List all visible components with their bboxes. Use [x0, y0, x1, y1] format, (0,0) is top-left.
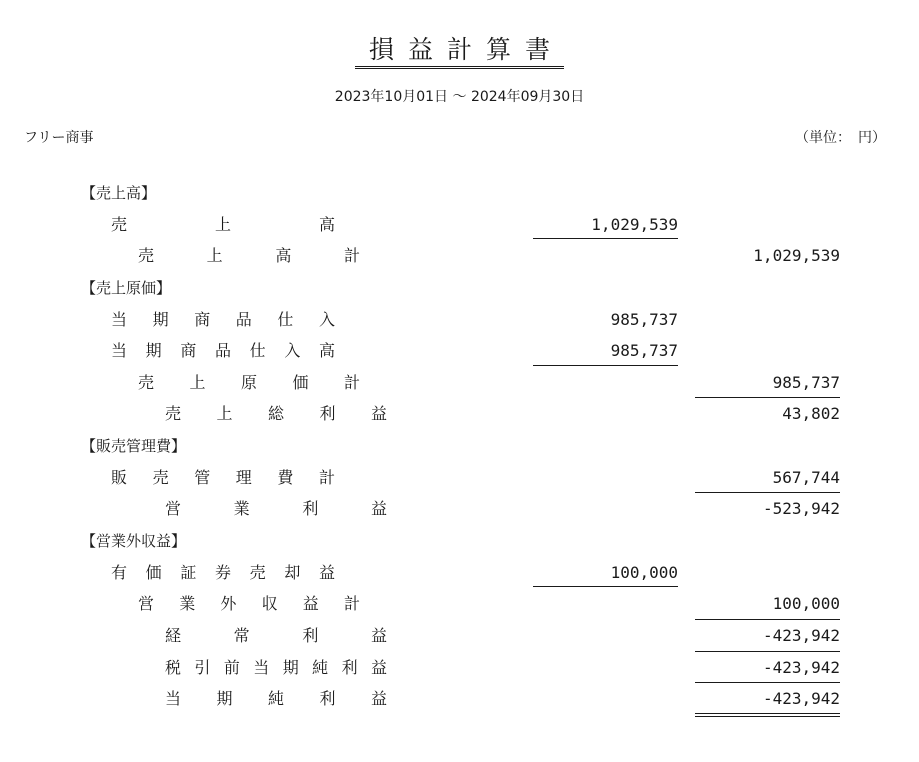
section-nonop — [0, 526, 919, 557]
report-title-text: 損益計算書 — [355, 34, 564, 69]
row-sales-total-value: 1,029,539 — [753, 246, 840, 265]
row-ordinary-profit-value: -423,942 — [762, 626, 840, 645]
row-purchase-value: 985,737 — [610, 310, 678, 329]
row-cogs-total-label: 売 上 原 価 計 — [138, 373, 360, 392]
double-underline — [695, 713, 840, 717]
row-sga-total — [0, 463, 919, 494]
underline — [695, 619, 840, 620]
report-title — [0, 34, 919, 69]
row-securities-gain-label: 有 価 証 券 売 却 益 — [111, 563, 335, 582]
row-purchase-total — [0, 336, 919, 367]
row-pretax-profit-label: 税 引 前 当 期 純 利 益 — [165, 658, 387, 677]
underline — [533, 586, 678, 587]
row-pretax-profit — [0, 653, 919, 684]
row-securities-gain-value: 100,000 — [610, 563, 678, 582]
underline — [695, 397, 840, 398]
row-sales-item — [0, 210, 919, 241]
row-sales-item-label: 売 上 高 — [111, 215, 335, 234]
row-net-profit-value: -423,942 — [762, 689, 840, 708]
row-gross-profit-value: 43,802 — [782, 404, 840, 423]
section-sales-label: 【売上高】 — [81, 184, 157, 202]
row-sga-total-label: 販 売 管 理 費 計 — [111, 468, 335, 487]
row-sales-total — [0, 241, 919, 272]
row-cogs-total-value: 985,737 — [772, 373, 840, 392]
row-purchase — [0, 305, 919, 336]
row-purchase-total-value: 985,737 — [610, 341, 678, 360]
underline — [533, 365, 678, 366]
row-sales-total-label: 売 上 高 計 — [138, 246, 360, 265]
row-net-profit — [0, 684, 919, 715]
row-operating-profit — [0, 494, 919, 525]
row-securities-gain — [0, 558, 919, 589]
report-period: 2023年10月01日 〜 2024年09月30日 — [334, 89, 585, 105]
row-sales-item-value: 1,029,539 — [591, 215, 678, 234]
row-net-profit-label: 当 期 純 利 益 — [165, 689, 387, 708]
section-cost — [0, 273, 919, 304]
row-ordinary-profit — [0, 621, 919, 652]
underline — [695, 651, 840, 652]
company-name: フリー商事 — [24, 130, 94, 146]
unit-label: （単位： 円） — [795, 130, 886, 146]
row-gross-profit — [0, 399, 919, 430]
row-sga-total-value: 567,744 — [772, 468, 840, 487]
section-sales — [0, 178, 919, 209]
underline — [695, 682, 840, 683]
underline — [695, 492, 840, 493]
row-operating-profit-value: -523,942 — [762, 499, 840, 518]
row-nonop-total — [0, 589, 919, 620]
row-ordinary-profit-label: 経 常 利 益 — [165, 626, 387, 645]
row-nonop-total-label: 営 業 外 収 益 計 — [138, 594, 360, 613]
section-cost-label: 【売上原価】 — [81, 279, 172, 297]
row-nonop-total-value: 100,000 — [772, 594, 840, 613]
row-operating-profit-label: 営 業 利 益 — [165, 499, 387, 518]
row-cogs-total — [0, 368, 919, 399]
row-gross-profit-label: 売 上 総 利 益 — [165, 404, 387, 423]
section-sga — [0, 431, 919, 462]
row-purchase-total-label: 当 期 商 品 仕 入 高 — [111, 341, 335, 360]
row-pretax-profit-value: -423,942 — [762, 658, 840, 677]
section-sga-label: 【販売管理費】 — [81, 437, 187, 455]
row-purchase-label: 当 期 商 品 仕 入 — [111, 310, 335, 329]
section-nonop-label: 【営業外収益】 — [81, 532, 187, 550]
underline — [533, 238, 678, 239]
